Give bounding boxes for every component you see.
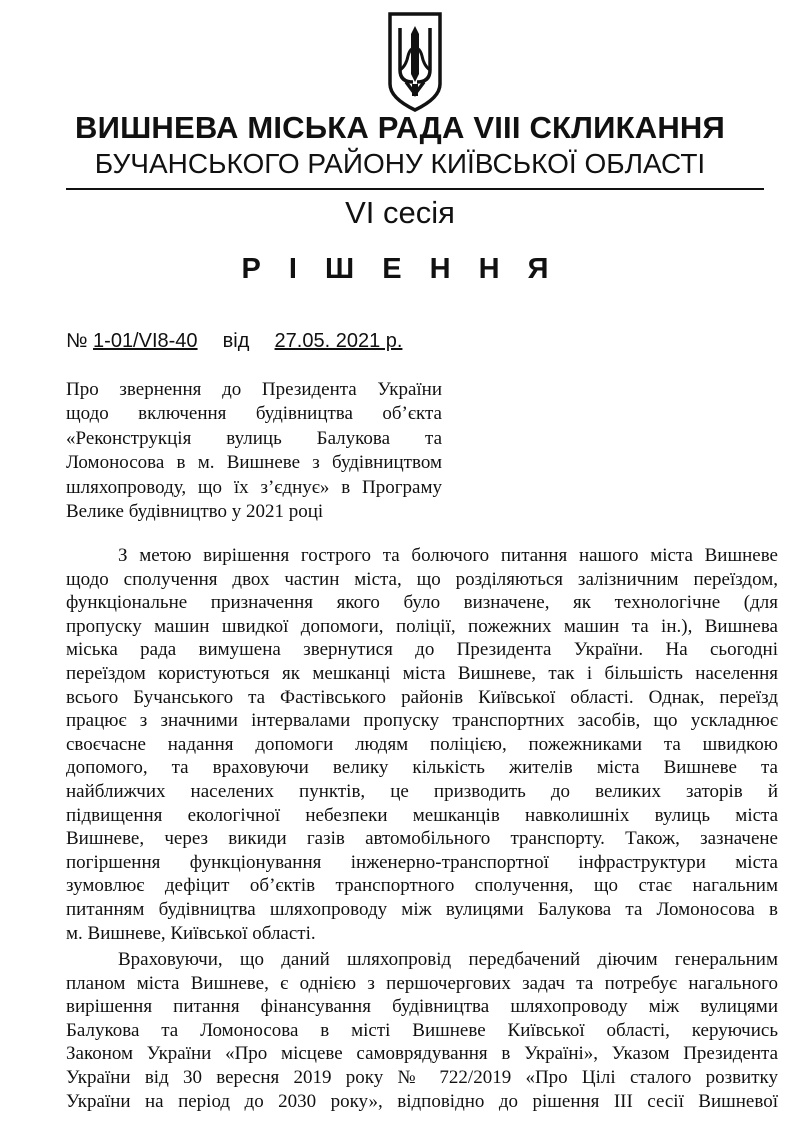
paragraph-line: м. Вишневе, Київської області. xyxy=(66,922,316,944)
paragraph-line: міська рада вимушена звернутися до Президента України. На сьогодні xyxy=(66,639,778,661)
paragraph-line: Законом України «Про місцеве самоврядування в Україні», Указом Президента xyxy=(66,1043,778,1065)
paragraph-line: Вишневе, через викиди газів автомобільного транспорту. Також, зазначене xyxy=(66,828,778,850)
subject-line: щодо включення будівництва об’єкта xyxy=(66,403,442,425)
decision-subject xyxy=(66,378,442,524)
paragraph-line: Балукова та Ломоносова в місті Вишневе Київської області, керуючись xyxy=(66,1019,778,1041)
number-sign: № xyxy=(66,330,88,352)
trident-emblem-icon xyxy=(386,12,444,112)
paragraph-line: щодо сполучення двох частин міста, що розділяються залізничним переїздом, xyxy=(66,568,778,590)
subject-line: шляхопроводу, що їх з’єднує» в Програму xyxy=(66,476,442,498)
body-paragraph-1 xyxy=(66,544,778,945)
paragraph-line: погіршення функціонування інженерно-транспортної інфраструктури міста xyxy=(66,851,778,873)
paragraph-line: допомого, та враховуючи велику кількість жителів міста Вишневе та xyxy=(66,757,778,779)
document-date: 27.05. 2021 р. xyxy=(274,330,403,352)
paragraph-line: З метою вирішення гострого та болючого питання нашого міста Вишневе xyxy=(118,545,778,566)
subject-line: Велике будівництво у 2021 році xyxy=(66,501,324,523)
paragraph-line: підвищення екологічної небезпеки мешканців навколишніх вулиць міста xyxy=(66,804,778,826)
paragraph-line: функціональне призначення якого було визначене, як технологічне (для xyxy=(66,592,778,614)
document-type-title: Р І Ш Е Н Н Я xyxy=(241,253,559,285)
paragraph-line: найближчих населених пунктів, це призводить до великих заторів й xyxy=(66,780,778,802)
paragraph-line: своєчасне надання допомоги людям поліцією, пожежниками та швидкою xyxy=(66,733,778,755)
paragraph-line: України на період до 2030 року», відповідно до рішення III сесії Вишневої xyxy=(66,1090,778,1112)
paragraph-line: вирішення питання фінансування будівництва шляхопроводу між вулицями xyxy=(66,996,778,1018)
paragraph-line: України від 30 вересня 2019 року № 722/2019 «Про Цілі сталого розвитку xyxy=(66,1066,778,1088)
paragraph-line: планом міста Вишневе, є однією з першочергових задач та потребує нагального xyxy=(66,972,778,994)
district-name: БУЧАНСЬКОГО РАЙОНУ КИЇВСЬКОЇ ОБЛАСТІ xyxy=(94,148,706,179)
paragraph-line: працює з значними інтервалами пропуску транспортних засобів, що ускладнює xyxy=(66,710,778,732)
subject-line: Про звернення до Президента України xyxy=(66,379,442,400)
session-title: VI сесія xyxy=(345,195,455,230)
document-number: 1-01/VI8-40 xyxy=(93,330,198,352)
subject-line: «Реконструкція вулиць Балукова та xyxy=(66,427,442,449)
council-name: ВИШНЕВА МІСЬКА РАДА VIII СКЛИКАННЯ xyxy=(75,110,725,145)
paragraph-line: питанням будівництва шляхопроводу між вулицями Балукова та Ломоносова в xyxy=(66,898,778,920)
paragraph-line: пропуску машин швидкої допомоги, поліції, пожежних машин та ін.), Вишнева xyxy=(66,615,778,637)
body-paragraph-2 xyxy=(66,948,778,1113)
date-label: від xyxy=(222,330,250,352)
document-number-line xyxy=(66,330,402,353)
paragraph-line: всього Бучанського та Фастівського районів Київської області. Однак, переїзд xyxy=(66,686,778,708)
paragraph-line: зумовлює дефіцит об’єктів транспортного сполучення, що стає нагальним xyxy=(66,875,778,897)
subject-line: Ломоносова в м. Вишневе з будівництвом xyxy=(66,452,442,474)
paragraph-line: Враховуючи, що даний шляхопровід передбачений діючим генеральним xyxy=(118,949,778,970)
header-divider xyxy=(66,188,764,190)
paragraph-line: переїздом користуються як мешканці міста Вишневе, так і більшість населення xyxy=(66,662,778,684)
